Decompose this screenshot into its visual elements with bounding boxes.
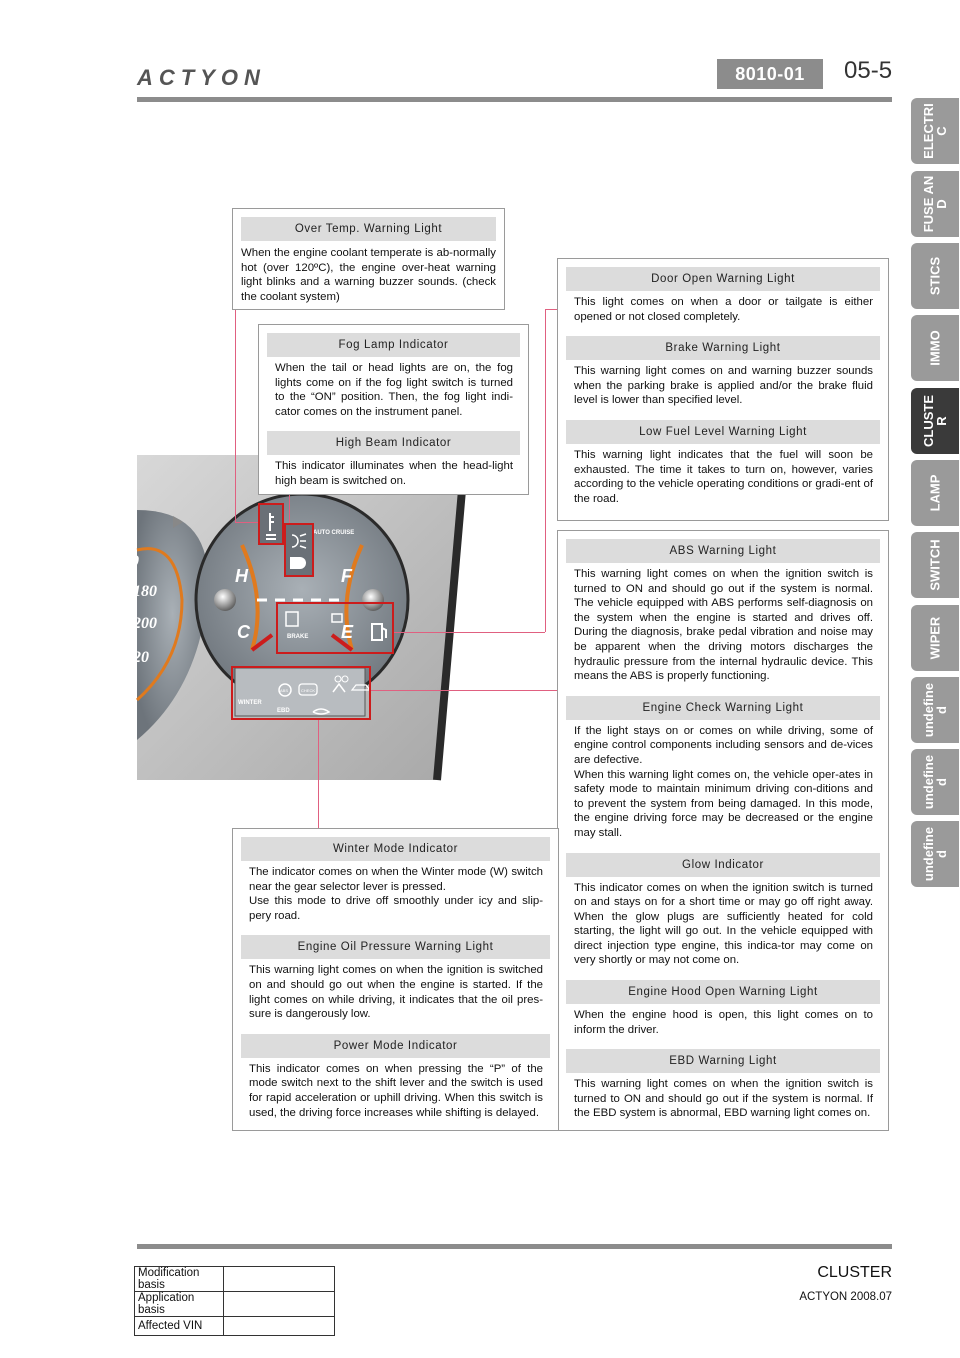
high-beam-section [267,431,520,488]
winter-text: The indicator comes on when the Winter mode (W) switch near the gear selector lever is pressed. Use this mode to drive off smoothly under icy and slip-pery road. [249,866,543,922]
modification-basis-value [224,1267,335,1292]
brake-text: This warning light comes on and warning buzzer sounds when the parking brake is applied and/or the brake fluid level is lower than specified level. [574,365,873,407]
temp-hot-label: H [235,566,248,586]
side-tab-stics[interactable]: STICS [911,243,959,309]
footer-model-date: ACTYON 2008.07 [799,1291,892,1303]
ebd-title: EBD Warning Light [566,1049,880,1073]
abs-text: This warning light comes on when the ignition switch is turned to ON and should go out if the system is normal. The vehicle equipped with ABS performs self-diagnosis on the system when the engine is started and drives off. During the diagnosis, brake pedal vibration and noise may be apparent when the driving motors discharges the hydraulic pressure from the internal hydraulic device. This means the ABS is properly functioning. [574,568,873,683]
hood-open-title: Engine Hood Open Warning Light [566,980,880,1004]
fuel-door-icon [332,614,342,622]
side-tab-switch[interactable]: SWITCH [911,532,959,598]
high-beam-text: This indicator illuminates when the head-light high beam is switched on. [275,460,513,487]
side-tab-electric[interactable]: ELECTRIC [911,98,959,164]
winter-title: Winter Mode Indicator [241,837,550,861]
application-basis-value [224,1292,335,1317]
application-basis-label: Application basis [135,1292,224,1317]
side-tab-lamp[interactable]: LAMP [911,460,959,526]
brake-label: BRAKE [287,634,309,640]
connector-over-temp [235,305,236,522]
brake-title: Brake Warning Light [566,336,880,360]
svg-text:0: 0 [131,553,139,570]
callout-winter-oil-power [232,828,559,1131]
ebd-section [566,1049,880,1121]
door-open-icon [286,612,298,626]
engine-check-section [566,696,880,841]
fuel-full-label: F [341,566,352,586]
fog-lamp-text: When the tail or head lights are on, the fog lights come on if the fog light switch is turned to the “ON” position. Then, the fog light indi-cator comes on the instrument panel. [275,362,513,418]
door-open-text: This light comes on when a door or tailgate is either opened or not closed completely. [574,296,873,323]
engine-check-text: If the light stays on or comes on while driving, some of engine control components including sensors and de-vices are defective. When this warning light comes on, the vehicle oper-ates in safety mode to maintain minimum driving con-ditions and to prevent the system from being damaged. In this mode, the engine driving force may be decreased or the engine may stall. [574,724,873,839]
ebd-text: This warning light comes on when the ignition switch is turned to ON and should go out if the system is normal. If the EBD system is abnormal, EBD warning light comes on. [574,1078,873,1120]
callout-door-brake-fuel [557,258,889,521]
fog-highbeam-icon-panel [284,523,314,577]
svg-text:ACTYON: ACTYON [137,65,266,90]
oil-pressure-section [241,935,550,1021]
modification-table [134,1266,335,1336]
glow-text: This indicator comes on when the ignition switch is turned on and stays on for a short time or may go off right away. When the glow plugs are sufficiently heated for cold starting, the light will go out. In the vehicle equipped with direct injection type engine, this indica-tor may come on very shortly or may not come on. [574,881,873,967]
trip-reset-knob [214,589,236,611]
table-row [135,1292,335,1317]
page-number: 05-5 [844,57,893,84]
over-temp-title: Over Temp. Warning Light [241,217,496,241]
footer-rule [137,1244,892,1249]
power-mode-text: This indicator comes on when pressing the “P” of the mode switch next to the shift lever and the switch is used for rapid acceleration or uphill driving. When this switch is used, the driving force increases while shifting is delayed. [249,1062,543,1119]
oil-pressure-title: Engine Oil Pressure Warning Light [241,935,550,959]
winter-section [241,837,550,923]
side-tab-undefined-2[interactable]: undefined [911,749,959,815]
callout-fog-highbeam [258,324,529,495]
svg-text:CHECK: CHECK [301,688,316,693]
affected-vin-label: Affected VIN [135,1317,224,1336]
door-brake-fuel-icon-panel [276,602,394,654]
side-tab-fuse[interactable]: FUSE AND [911,171,959,237]
over-temp-text: When the engine coolant temperate is ab-normally hot (over 120ºC), the engine over-heat warning light blinks and a warning buzzer sounds. (check the coolant system) [241,247,496,303]
callout-over-temp [232,208,505,310]
table-row [135,1267,335,1292]
high-beam-title: High Beam Indicator [267,431,520,455]
glow-section [566,853,880,969]
speed-tick-180: 180 [133,583,157,600]
header-rule [137,97,892,102]
auto-cruise-label: AUTO CRUISE [313,530,355,536]
abs-section [566,539,880,684]
power-mode-title: Power Mode Indicator [241,1034,550,1058]
door-open-title: Door Open Warning Light [566,267,880,291]
hood-open-section [566,980,880,1037]
svg-text:ABS: ABS [280,688,289,693]
abs-title: ABS Warning Light [566,539,880,563]
speed-tick-220: 220 [125,649,149,666]
glow-title: Glow Indicator [566,853,880,877]
coolant-temp-icon-panel [258,503,284,545]
affected-vin-value [224,1317,335,1336]
engine-check-title: Engine Check Warning Light [566,696,880,720]
side-tab-cluster[interactable]: CLUSTER [911,388,959,454]
connector-brake-h [394,632,545,633]
hood-open-text: When the engine hood is open, this light comes on to inform the driver. [574,1009,873,1036]
connector-abs-h [371,690,557,691]
connector-door-h [545,309,557,310]
winter-label: WINTER [238,700,262,706]
side-tab-undefined-3[interactable]: undefined [911,821,959,887]
low-fuel-title: Low Fuel Level Warning Light [566,420,880,444]
fog-lamp-title: Fog Lamp Indicator [267,333,520,357]
connector-winter [318,720,319,828]
door-open-section [566,267,880,324]
ebd-label: EBD [277,708,290,714]
footer-section-title: CLUSTER [817,1264,892,1281]
low-fuel-section [566,420,880,506]
section-code-badge: 8010-01 [717,59,823,89]
oil-pressure-icon [313,709,329,714]
side-tab-wiper[interactable]: WIPER [911,605,959,671]
high-beam-icon [290,557,306,569]
modification-basis-label: Modification basis [135,1267,224,1292]
connector-over-temp-h [235,522,258,523]
fog-lamp-section [267,333,520,419]
winter-ebd-icon-panel [231,666,371,720]
table-row [135,1317,335,1336]
power-mode-section [241,1034,550,1120]
side-tab-immo[interactable]: IMMO [911,315,959,381]
temp-cold-label: C [237,622,250,642]
actyon-logo [137,66,297,90]
speed-tick-200: 200 [133,615,157,632]
oil-pressure-text: This warning light comes on when the ignition is switched on and should go out when the engine is started. If the light comes on while driving, it indicates that the oil pres-sure is dangerously low. [249,964,543,1021]
fuel-icon [372,624,386,640]
connector-door [545,309,546,632]
callout-abs-engine-glow-hood-ebd [557,530,889,1131]
side-tab-undefined-1[interactable]: undefined [911,677,959,743]
fuel-empty-label: E [341,622,354,642]
low-fuel-text: This warning light indicates that the fuel will soon be exhausted. The time it takes to turn on, however, varies according to the vehicle operating conditions or gradi-ent of the road. [574,448,873,505]
brake-section [566,336,880,408]
